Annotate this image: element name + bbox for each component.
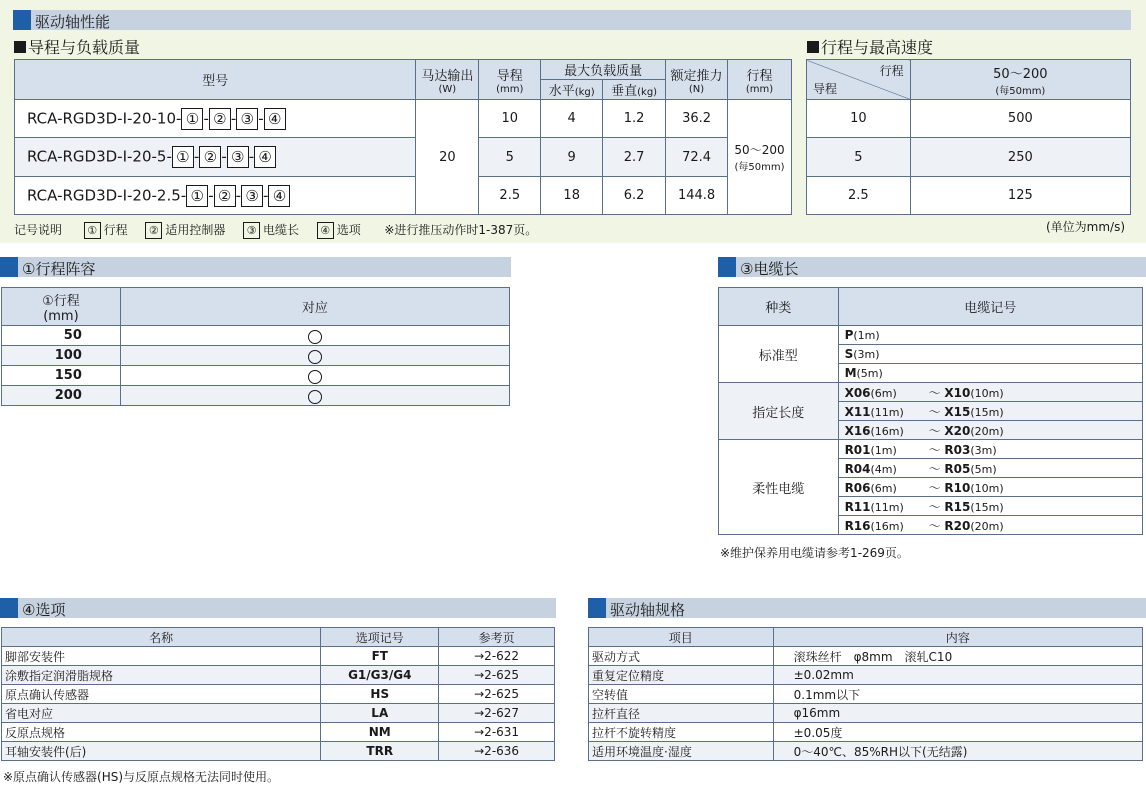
stroke-value: 50 (2, 326, 121, 346)
header-type: 种类 (719, 288, 839, 326)
option-name: 耳轴安装件(后) (2, 742, 321, 761)
separator: - (230, 109, 237, 127)
range-tilde: ～ (928, 461, 941, 476)
table-row (2, 386, 510, 406)
header-stroke: 行程 (879, 64, 904, 78)
header-code: 选项记号 (321, 628, 439, 647)
cable-code: X06 (844, 385, 871, 400)
stroke-lineup-table (1, 287, 510, 406)
option-code: HS (321, 685, 439, 704)
lead-load-title: 导程与负载质量 (28, 38, 141, 57)
range-tilde: ～ (928, 499, 941, 514)
header-stroke (728, 60, 792, 100)
spec-item: 重复定位精度 (589, 666, 774, 685)
header-thrust-unit: (N) (688, 83, 705, 95)
model-prefix: RCA-RGD3D-I-20-10- (27, 109, 182, 127)
header-lead-label: 导程 (496, 68, 523, 84)
header-content: 内容 (773, 628, 1142, 647)
table-row (589, 685, 1143, 704)
horizontal-load-value: 18 (541, 177, 603, 215)
cable-table (718, 287, 1143, 535)
option-code: FT (321, 647, 439, 666)
option-name: 涂敷指定润滑脂规格 (2, 666, 321, 685)
table-row (589, 742, 1143, 761)
cable-code-cell (838, 421, 1142, 440)
cable-length: (15m) (970, 500, 1004, 514)
header-stroke-label: 行程 (746, 68, 773, 84)
vertical-load-value: 1.2 (603, 100, 666, 138)
cable-code-cell (838, 497, 1142, 516)
cable-code: R15 (944, 499, 971, 514)
stroke-speed-heading (807, 35, 933, 58)
legend-cable-text: 电缆长 (263, 223, 300, 237)
header-motor (416, 60, 479, 100)
options-section-title: ④选项 (22, 601, 66, 619)
cable-code-cell (838, 402, 1142, 421)
option-code-box: ④ (264, 108, 286, 130)
option-page-link[interactable]: →2-631 (439, 723, 555, 742)
supported-circle-icon (308, 370, 322, 384)
supported-circle-icon (308, 330, 322, 344)
cable-code: X15 (944, 404, 971, 419)
legend-controller-text: 适用控制器 (165, 223, 226, 237)
table-row (2, 704, 555, 723)
header-maxload: 最大负载质量 (541, 60, 666, 80)
option-code: NM (321, 723, 439, 742)
option-name: 原点确认传感器 (2, 685, 321, 704)
table-row (719, 440, 1143, 459)
header-horizontal-unit: (kg) (574, 87, 595, 98)
header-horizontal-label: 水平 (548, 84, 575, 99)
legend-controller-box: ② (145, 222, 162, 239)
options-table (1, 627, 555, 761)
table-row (2, 742, 555, 761)
stroke-speed-title: 行程与最高速度 (821, 38, 934, 57)
diagonal-header-cell (807, 60, 911, 100)
table-row (807, 177, 1131, 215)
cable-code: R10 (944, 480, 971, 495)
cable-code: X10 (944, 385, 971, 400)
cable-code: R04 (844, 461, 871, 476)
section-marker (718, 257, 736, 277)
cable-code: R20 (944, 518, 971, 533)
supported-circle-icon (308, 350, 322, 364)
cable-length: (4m) (870, 462, 897, 476)
lead-load-table (14, 59, 792, 215)
cable-code-cell (838, 383, 1142, 402)
separator: - (235, 186, 242, 204)
model-prefix: RCA-RGD3D-I-20-2.5- (27, 186, 187, 204)
cable-code-cell (838, 345, 1142, 364)
cable-note: ※维护保养用电缆请参考1-269页。 (720, 546, 909, 560)
cable-code: X20 (944, 423, 971, 438)
cable-type-specified: 指定长度 (719, 383, 839, 440)
cable-code: R11 (844, 499, 871, 514)
section-marker (0, 598, 18, 618)
stroke-code-box: ① (172, 146, 194, 168)
cable-length: (1m) (870, 443, 897, 457)
table-row (15, 100, 792, 138)
spec-content: 0.1mm以下 (773, 685, 1142, 704)
cable-code-cell (838, 459, 1142, 478)
spec-content: ±0.02mm (773, 666, 1142, 685)
cable-length: (10m) (970, 481, 1004, 495)
cable-length: (11m) (870, 405, 904, 419)
separator: - (208, 186, 214, 204)
header-range-label: 50～200 (993, 66, 1048, 82)
cable-type-flexible: 柔性电缆 (719, 440, 839, 535)
stroke-value (728, 100, 792, 215)
speed-value: 250 (910, 138, 1130, 177)
separator: - (263, 186, 269, 204)
cable-type-standard: 标准型 (719, 326, 839, 383)
drive-section-title: 驱动轴性能 (35, 13, 111, 31)
cable-code: X11 (844, 404, 871, 419)
section-marker (13, 10, 31, 30)
model-cell (15, 100, 416, 138)
spec-item: 空转值 (589, 685, 774, 704)
header-lead (479, 60, 541, 100)
cable-length: (6m) (870, 481, 897, 495)
controller-code-box: ② (199, 146, 221, 168)
table-row (2, 685, 555, 704)
cable-code: R06 (844, 480, 871, 495)
cable-code-cell (838, 478, 1142, 497)
cable-length: (15m) (970, 405, 1004, 419)
cable-code-box: ③ (236, 108, 258, 130)
cable-length: (16m) (870, 424, 904, 438)
spec-content: 滚珠丝杆 φ8mm 滚轧C10 (773, 647, 1142, 666)
header-stroke (2, 288, 121, 326)
options-section-bar (0, 598, 556, 618)
cable-length: (1m) (853, 329, 880, 342)
cable-section-bar (718, 257, 1146, 277)
cable-code-box: ③ (241, 185, 263, 207)
range-tilde: ～ (928, 385, 941, 400)
cable-length: (5m) (970, 462, 997, 476)
legend-note: ※进行推压动作时1-387页。 (384, 223, 538, 237)
legend-option-text: 选项 (336, 223, 361, 237)
range-tilde: ～ (928, 518, 941, 533)
legend-cable-box: ③ (243, 222, 260, 239)
speed-unit-note: (单位为mm/s) (1046, 220, 1126, 234)
spec-content: 0～40℃、85%RH以下(无结露) (773, 742, 1142, 761)
speed-value: 500 (910, 100, 1130, 138)
range-tilde: ～ (928, 480, 941, 495)
table-row (589, 647, 1143, 666)
header-item: 项目 (589, 628, 774, 647)
header-stroke-label: ①行程 (42, 293, 80, 309)
header-motor-label: 马达输出 (421, 68, 474, 84)
header-vertical-label: 垂直 (611, 84, 638, 99)
lead-load-heading (14, 35, 140, 58)
stroke-value: 200 (2, 386, 121, 406)
legend-stroke-box: ① (84, 222, 101, 239)
range-tilde: ～ (928, 404, 941, 419)
lead-value: 10 (807, 100, 911, 138)
header-model: 型号 (15, 60, 416, 100)
header-stroke-unit: (mm) (745, 83, 774, 95)
cable-length: (3m) (970, 443, 997, 457)
option-code: LA (321, 704, 439, 723)
header-horizontal (541, 80, 603, 100)
legend-option-box: ④ (317, 222, 334, 239)
cable-code: R03 (944, 442, 971, 457)
table-row (807, 100, 1131, 138)
cable-code: R01 (844, 442, 871, 457)
header-range (910, 60, 1130, 100)
separator: - (248, 147, 255, 166)
drive-section-bar (13, 10, 1131, 30)
option-code: TRR (321, 742, 439, 761)
horizontal-load-value: 4 (541, 100, 603, 138)
stroke-section-bar (0, 257, 511, 277)
spec-content: ±0.05度 (773, 723, 1142, 742)
lead-value: 5 (479, 138, 541, 177)
option-name: 反原点规格 (2, 723, 321, 742)
thrust-value: 72.4 (666, 138, 728, 177)
support-cell (120, 366, 509, 386)
table-row (2, 346, 510, 366)
support-cell (120, 326, 509, 346)
spec-item: 驱动方式 (589, 647, 774, 666)
support-cell (120, 386, 509, 406)
header-page: 参考页 (439, 628, 555, 647)
stroke-range: 50～200 (734, 143, 785, 157)
cable-code: X16 (844, 423, 871, 438)
header-name: 名称 (2, 628, 321, 647)
lead-value: 5 (807, 138, 911, 177)
spec-item: 拉杆直径 (589, 704, 774, 723)
header-motor-unit: (W) (438, 83, 457, 95)
option-code-box: ④ (268, 185, 290, 207)
cable-section-title: ③电缆长 (740, 260, 799, 278)
separator: - (258, 109, 264, 127)
cable-length: (5m) (856, 367, 883, 380)
header-support: 对应 (120, 288, 509, 326)
table-row (2, 666, 555, 685)
table-row (2, 647, 555, 666)
cable-code: R16 (844, 518, 871, 533)
table-row (2, 723, 555, 742)
cable-length: (6m) (870, 386, 897, 400)
header-thrust (666, 60, 728, 100)
table-row (2, 366, 510, 386)
option-code: G1/G3/G4 (321, 666, 439, 685)
lead-value: 2.5 (479, 177, 541, 215)
range-tilde: ～ (928, 423, 941, 438)
cable-code-cell (838, 326, 1142, 345)
options-note: ※原点确认传感器(HS)与反原点规格无法同时使用。 (3, 770, 280, 784)
legend-stroke-text: 行程 (103, 223, 128, 237)
header-stroke-unit: (mm) (43, 308, 79, 324)
header-range-note: (每50mm) (995, 85, 1046, 97)
speed-value: 125 (910, 177, 1130, 215)
table-row (719, 326, 1143, 345)
motor-output-value: 20 (416, 100, 479, 215)
option-page-link[interactable]: →2-625 (439, 666, 555, 685)
spec-item: 适用环境温度·湿度 (589, 742, 774, 761)
header-vertical (603, 80, 666, 100)
table-row (2, 326, 510, 346)
spec-item: 拉杆不旋转精度 (589, 723, 774, 742)
header-code: 电缆记号 (838, 288, 1142, 326)
horizontal-load-value: 9 (541, 138, 603, 177)
option-page-link[interactable]: →2-625 (439, 685, 555, 704)
header-vertical-unit: (kg) (637, 87, 658, 98)
cable-code: R05 (944, 461, 971, 476)
option-page-link[interactable]: →2-622 (439, 647, 555, 666)
cable-length: (20m) (970, 424, 1004, 438)
table-row (589, 666, 1143, 685)
stroke-section-title: ①行程阵容 (22, 260, 96, 278)
separator: - (203, 109, 209, 127)
spec-section-title: 驱动轴规格 (610, 601, 686, 619)
header-lead-unit: (mm) (496, 83, 524, 95)
cable-length: (3m) (853, 348, 880, 361)
controller-code-box: ② (209, 108, 231, 130)
spec-table (588, 627, 1143, 761)
cable-code: P (844, 328, 854, 342)
stroke-value: 150 (2, 366, 121, 386)
header-lead: 导程 (813, 82, 838, 96)
cable-code: M (844, 366, 857, 380)
cable-code-cell (838, 516, 1142, 535)
option-name: 省电对应 (2, 704, 321, 723)
square-bullet-icon (807, 41, 819, 53)
cable-length: (10m) (970, 386, 1004, 400)
stroke-note: (每50mm) (734, 162, 785, 173)
stroke-code-box: ① (181, 108, 203, 130)
model-prefix: RCA-RGD3D-I-20-5- (27, 147, 172, 166)
spec-content: φ16mm (773, 704, 1142, 723)
range-tilde: ～ (928, 442, 941, 457)
section-marker (588, 598, 606, 618)
cable-code-cell (838, 364, 1142, 383)
legend (14, 221, 537, 239)
stroke-speed-table (806, 59, 1131, 215)
option-code-box: ④ (254, 146, 276, 168)
table-row (807, 138, 1131, 177)
cable-code-cell (838, 440, 1142, 459)
table-row (15, 177, 792, 215)
thrust-value: 144.8 (666, 177, 728, 215)
section-marker (0, 257, 18, 277)
spec-section-bar (588, 598, 1146, 618)
lead-value: 2.5 (807, 177, 911, 215)
separator: - (193, 147, 200, 166)
option-page-link[interactable]: →2-636 (439, 742, 555, 761)
option-page-link[interactable]: →2-627 (439, 704, 555, 723)
table-row (719, 383, 1143, 402)
model-cell (15, 138, 416, 177)
thrust-value: 36.2 (666, 100, 728, 138)
controller-code-box: ② (214, 185, 236, 207)
cable-length: (16m) (870, 519, 904, 533)
cable-length: (20m) (970, 519, 1004, 533)
cable-code: S (844, 347, 854, 361)
header-thrust-label: 额定推力 (670, 68, 723, 84)
stroke-value: 100 (2, 346, 121, 366)
lead-value: 10 (479, 100, 541, 138)
supported-circle-icon (308, 390, 322, 404)
vertical-load-value: 6.2 (603, 177, 666, 215)
cable-length: (11m) (870, 500, 904, 514)
table-row (589, 723, 1143, 742)
cable-code-box: ③ (227, 146, 249, 168)
legend-label: 记号说明 (14, 223, 63, 237)
separator: - (221, 147, 227, 166)
vertical-load-value: 2.7 (603, 138, 666, 177)
table-row (589, 704, 1143, 723)
table-row (15, 138, 792, 177)
model-cell (15, 177, 416, 215)
stroke-code-box: ① (186, 185, 208, 207)
option-name: 脚部安装件 (2, 647, 321, 666)
square-bullet-icon (14, 41, 26, 53)
support-cell (120, 346, 509, 366)
